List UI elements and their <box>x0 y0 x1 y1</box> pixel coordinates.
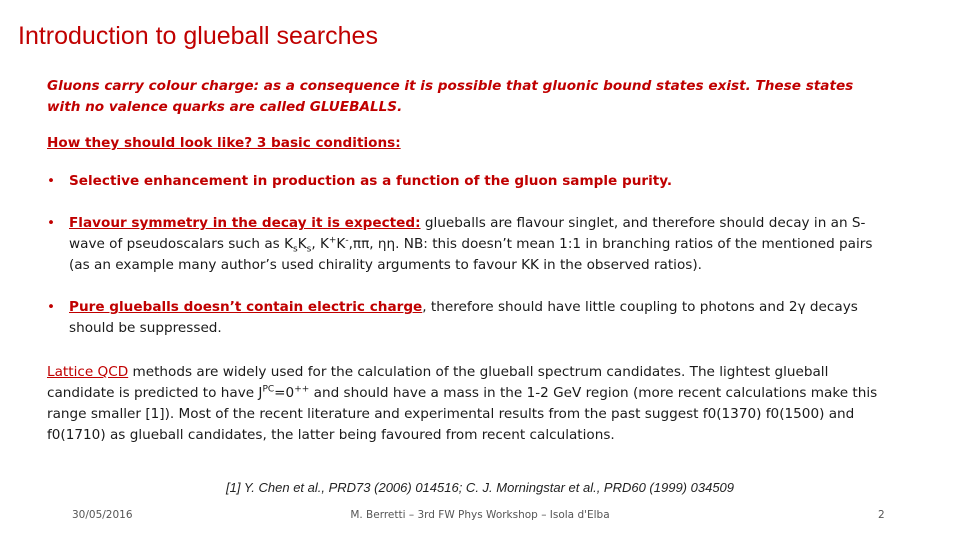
bullet-marker: • <box>47 215 56 231</box>
bullet-text <box>69 297 882 339</box>
lattice-lead: Lattice QCD <box>47 364 129 380</box>
bullet-lead: Pure glueballs doesn’t contain electric charge <box>69 299 423 315</box>
text-run: glueballs are flavour singlet, and therefore should decay in an S-wave of pseudoscalars such as K <box>69 215 866 252</box>
conditions-heading: How they should look like? 3 basic conditions: <box>47 135 401 151</box>
page-number: 2 <box>878 509 885 521</box>
bullet-text: Selective enhancement in production as a function of the gluon sample purity. <box>69 173 673 189</box>
bullet-marker: • <box>47 299 56 315</box>
bullet-electric-charge <box>47 297 882 339</box>
subscript: s <box>292 244 298 255</box>
footer-presenter: M. Berretti – 3rd FW Phys Workshop – Isola d'Elba <box>350 509 610 521</box>
reference-citation: [1] Y. Chen et al., PRD73 (2006) 014516; C. J. Morningstar et al., PRD60 (1999) 034509 <box>225 480 735 495</box>
bullet-marker: • <box>47 173 56 189</box>
text-run: ,ππ, ηη. NB: this doesn’t mean 1:1 in branching ratios of the mentioned pairs (as an example many author’s used chirality arguments to favour KK in the observed ratios). <box>69 236 873 273</box>
lattice-paragraph <box>47 362 887 446</box>
superscript: + <box>328 235 337 246</box>
superscript: ++ <box>294 384 310 395</box>
slide-title: Introduction to glueball searches <box>18 22 378 50</box>
intro-paragraph: Gluons carry colour charge: as a consequence it is possible that gluonic bound states exist. These states with no valence quarks are called GLUEBALLS. <box>47 78 854 115</box>
text-run: and should have a mass in the 1-2 GeV region (more recent calculations make this range smaller [1]). Most of the recent literature and experimental results from the past suggest f0(1370) f0(1500) and f0(1710) as glueball candidates, the latter being favoured from recent calculations. <box>47 385 878 443</box>
text-run: methods are widely used for the calculation of the glueball spectrum candidates. The lightest glueball candidate is predicted to have J <box>47 364 829 401</box>
text-run: , K <box>311 236 329 252</box>
text-run: =0 <box>274 385 295 401</box>
subscript: s <box>306 244 312 255</box>
text-run: K <box>297 236 307 252</box>
bullet-lead: Flavour symmetry in the decay it is expected: <box>69 215 421 231</box>
superscript: PC <box>262 384 275 395</box>
bullet-text <box>69 213 882 276</box>
bullet-gluon-enhancement <box>47 171 882 192</box>
superscript: - <box>345 235 349 246</box>
text-run: K <box>336 236 346 252</box>
footer-date: 30/05/2016 <box>72 509 133 521</box>
text-run: , therefore should have little coupling to photons and 2γ decays should be suppressed. <box>69 299 858 336</box>
bullet-flavour-symmetry <box>47 213 882 276</box>
